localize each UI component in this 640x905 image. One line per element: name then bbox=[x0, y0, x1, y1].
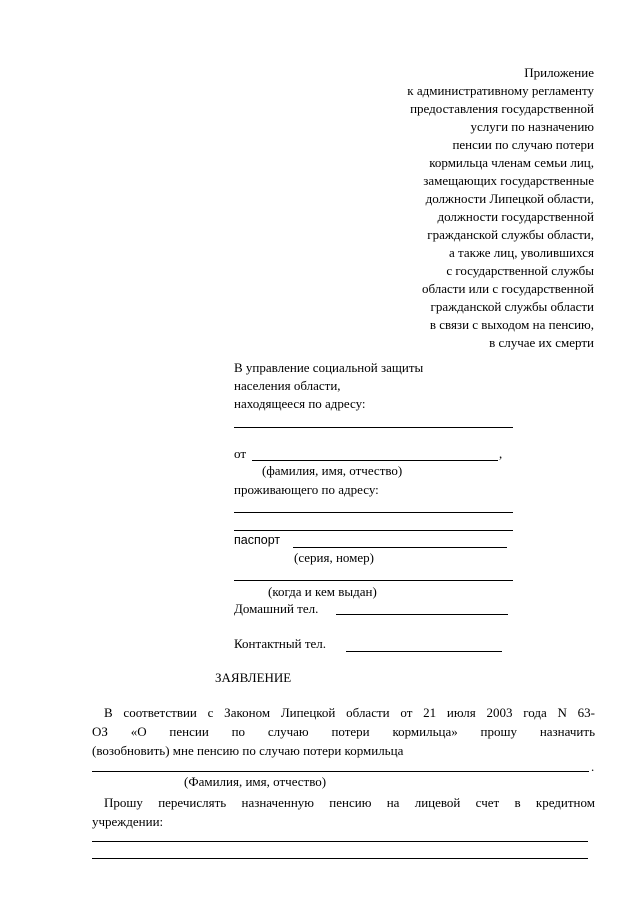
appendix-line: кормильца членам семьи лиц, bbox=[429, 155, 594, 170]
appendix-line: должности Липецкой области, bbox=[425, 191, 594, 206]
passport-blank[interactable] bbox=[293, 547, 507, 548]
issued-caption: (когда и кем выдан) bbox=[268, 584, 377, 599]
beneficiary-caption: (Фамилия, имя, отчество) bbox=[184, 774, 327, 789]
statement-paragraph-line: (возобновить) мне пенсию по случаю потери кормильца bbox=[92, 743, 404, 758]
appendix-line: в случае их смерти bbox=[489, 335, 594, 350]
appendix-line: гражданской службы области, bbox=[427, 227, 594, 242]
statement-paragraph-line: ОЗ «О пенсии по случаю потери кормильца» прошу назначить bbox=[92, 724, 595, 739]
addressee-line: В управление социальной защиты bbox=[234, 360, 424, 375]
residing-label: проживающего по адресу: bbox=[234, 482, 379, 497]
passport-label: паспорт bbox=[234, 533, 281, 547]
passport-caption: (серия, номер) bbox=[294, 550, 374, 565]
appendix-line: гражданской службы области bbox=[430, 299, 594, 314]
residence-blank-line[interactable] bbox=[234, 530, 513, 531]
statement-paragraph-line: Прошу перечислять назначенную пенсию на лицевой счет в кредитном bbox=[104, 795, 595, 810]
statement-title: ЗАЯВЛЕНИЕ bbox=[215, 670, 292, 685]
appendix-line: Приложение bbox=[524, 65, 594, 80]
appendix-line: замещающих государственные bbox=[423, 173, 594, 188]
home-phone-blank[interactable] bbox=[336, 614, 508, 615]
fio-caption: (фамилия, имя, отчество) bbox=[262, 463, 403, 478]
statement-paragraph-line: В соответствии с Законом Липецкой области от 21 июля 2003 года N 63- bbox=[104, 705, 595, 720]
residence-blank-line[interactable] bbox=[234, 512, 513, 513]
bank-account-blank[interactable] bbox=[92, 841, 588, 842]
from-label: от bbox=[234, 446, 247, 461]
addressee-line: находящееся по адресу: bbox=[234, 396, 366, 411]
from-comma: , bbox=[499, 446, 503, 461]
appendix-line: должности государственной bbox=[437, 209, 594, 224]
addressee-line: населения области, bbox=[234, 378, 341, 393]
appendix-line: области или с государственной bbox=[421, 281, 594, 296]
bank-account-blank[interactable] bbox=[92, 858, 588, 859]
statement-paragraph-line: учреждении: bbox=[92, 814, 164, 829]
appendix-line: а также лиц, уволившихся bbox=[449, 245, 594, 260]
beneficiary-period: . bbox=[591, 759, 595, 774]
appendix-line: пенсии по случаю потери bbox=[452, 137, 594, 152]
home-phone-label: Домашний тел. bbox=[234, 601, 319, 616]
applicant-name-blank[interactable] bbox=[252, 460, 498, 461]
appendix-line: с государственной службы bbox=[446, 263, 594, 278]
passport-issued-blank[interactable] bbox=[234, 580, 513, 581]
contact-phone-label: Контактный тел. bbox=[234, 636, 327, 651]
appendix-line: услуги по назначению bbox=[470, 119, 594, 134]
beneficiary-name-blank[interactable] bbox=[92, 771, 589, 772]
appendix-line: в связи с выходом на пенсию, bbox=[429, 317, 594, 332]
contact-phone-blank[interactable] bbox=[346, 651, 502, 652]
appendix-line: предоставления государственной bbox=[410, 101, 594, 116]
appendix-line: к административному регламенту bbox=[407, 83, 594, 98]
address-blank-line[interactable] bbox=[234, 427, 513, 428]
